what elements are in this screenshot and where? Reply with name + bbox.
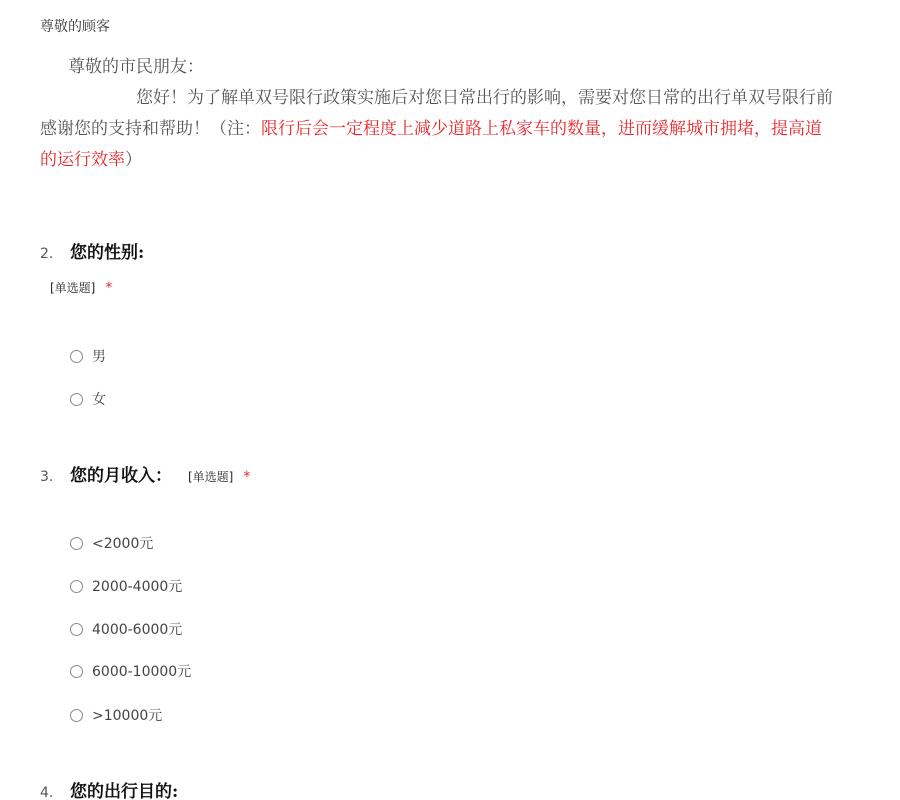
question-type-label: [单选题]	[50, 281, 96, 295]
intro-line-2-prefix: 感谢您的支持和帮助！（注：	[40, 119, 261, 139]
option-income-2[interactable]	[70, 576, 182, 596]
option-income-1[interactable]	[70, 533, 153, 553]
radio-icon[interactable]	[70, 537, 83, 550]
radio-icon[interactable]	[70, 709, 83, 722]
option-label: >10000元	[92, 708, 163, 724]
option-male[interactable]	[70, 346, 106, 366]
option-income-5[interactable]	[70, 705, 162, 725]
question-4-header	[40, 777, 178, 800]
intro-line-2	[40, 114, 900, 145]
option-income-3[interactable]	[70, 619, 182, 639]
intro-line-1: 您好！为了解单双号限行政策实施后对您日常出行的影响，需要对您日常的出行单双号限行前	[136, 88, 833, 108]
intro-salutation: 尊敬的市民朋友：	[68, 57, 204, 77]
question-number: 2.	[40, 246, 54, 262]
question-2-meta	[50, 277, 112, 296]
option-label: 女	[92, 392, 106, 408]
radio-icon[interactable]	[70, 393, 83, 406]
radio-icon[interactable]	[70, 623, 83, 636]
option-label: <2000元	[92, 536, 154, 552]
question-2-header	[40, 238, 144, 263]
required-marker: *	[105, 280, 113, 296]
question-text: 您的月收入：	[70, 466, 172, 486]
question-type-label: [单选题]	[188, 470, 234, 484]
survey-intro	[40, 52, 900, 176]
radio-icon[interactable]	[70, 665, 83, 678]
question-3-header	[40, 461, 250, 486]
question-text: 您的性别:	[70, 243, 145, 263]
question-text: 您的出行目的:	[70, 782, 179, 800]
option-label: 6000-10000元	[92, 664, 192, 680]
intro-line-3	[40, 145, 900, 176]
required-marker: *	[243, 469, 251, 485]
radio-icon[interactable]	[70, 580, 83, 593]
question-number: 4.	[40, 785, 54, 800]
intro-line-3-suffix: ）	[125, 150, 142, 170]
option-label: 2000-4000元	[92, 579, 183, 595]
option-label: 4000-6000元	[92, 622, 183, 638]
survey-title: 尊敬的顾客	[40, 19, 110, 35]
intro-note-red: 限行后会一定程度上减少道路上私家车的数量，进而缓解城市拥堵，提高道	[261, 119, 822, 139]
option-female[interactable]	[70, 389, 106, 409]
option-label: 男	[92, 349, 106, 365]
radio-icon[interactable]	[70, 350, 83, 363]
intro-note-red-end: 的运行效率	[40, 150, 125, 170]
option-income-4[interactable]	[70, 661, 191, 681]
question-number: 3.	[40, 469, 54, 485]
